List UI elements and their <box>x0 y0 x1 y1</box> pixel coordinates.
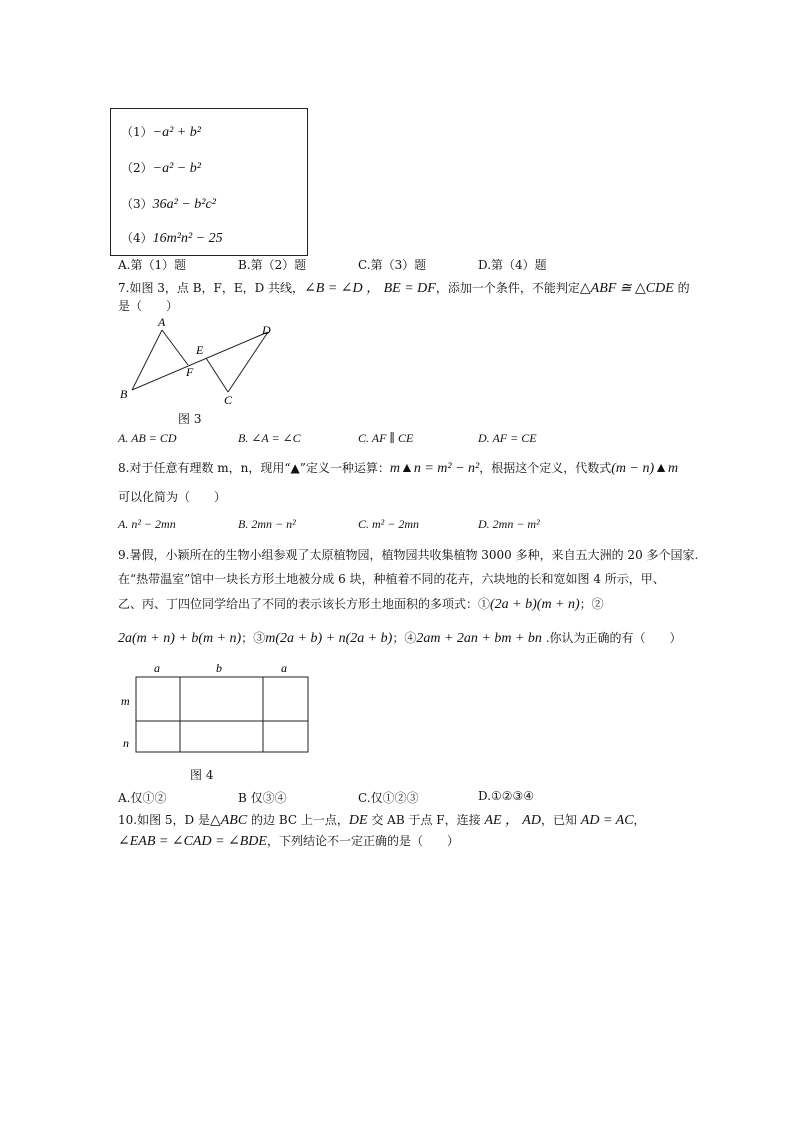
q8-stem-line1 <box>118 459 678 477</box>
q8-text: 8.对于任意有理数 m，n，现用“▲”定义一种运算： <box>118 461 390 475</box>
q7-option-b: B. ∠A = ∠C <box>238 431 301 445</box>
q7-math: ∠B = ∠D ， BE = DF <box>304 281 436 296</box>
expression-item <box>121 195 216 213</box>
q10-math: AD = AC <box>580 813 634 828</box>
q7-stem-line1 <box>118 277 690 297</box>
figure-4-caption: 图 4 <box>190 768 214 782</box>
q7-text: 的 <box>673 281 690 295</box>
label-E: E <box>196 343 204 357</box>
q10-math: DE <box>348 813 368 828</box>
item-expression: 36a² − b²c² <box>152 197 216 212</box>
q8-stem-line2: 可以化简为（ ） <box>118 490 227 504</box>
q7-option-d: D. AF = CE <box>478 431 537 445</box>
q6-option-b: B.第（2）题 <box>238 258 307 272</box>
q9-math: (2a + b)(m + n) <box>490 597 580 612</box>
q9-option-d: D.①②③④ <box>478 789 535 803</box>
q7-option-c: C. AF ∥ CE <box>358 431 414 445</box>
q8-math: m▲n = m² − n² <box>389 461 480 476</box>
q9-text: 乙、丙、丁四位同学给出了不同的表示该长方形土地面积的多项式：① <box>118 597 491 611</box>
q7-option-a: A. AB = CD <box>118 431 177 445</box>
q9-stem-line1: 9.暑假，小颖所在的生物小组参观了太原植物园，植物园共收集植物 3000 多种，来自五大洲的 20 多个国家. <box>118 548 699 562</box>
q7-text: 7.如图 3，点 B，F，E，D 共线， <box>118 281 305 295</box>
q10-stem-line2 <box>118 832 459 850</box>
item-number: （3） <box>121 197 153 211</box>
expression-item <box>121 159 201 177</box>
q9-option-b: B 仅③④ <box>238 791 287 805</box>
label-top-a2: a <box>281 661 287 675</box>
q10-math: AE ， AD <box>484 813 541 828</box>
q9-option-a: A.仅①② <box>118 791 167 805</box>
label-D: D <box>262 323 271 337</box>
q8-math: (m − n)▲m <box>611 461 679 476</box>
q9-math: m(2a + b) + n(2a + b) <box>265 631 393 646</box>
q6-option-a: A.第（1）题 <box>118 258 187 272</box>
label-top-b: b <box>216 661 222 675</box>
segment-BA <box>132 330 162 390</box>
q9-option-c: C.仅①②③ <box>358 791 419 805</box>
grid-outer <box>136 677 308 752</box>
q9-math: 2am + 2an + bm + bn <box>416 631 542 646</box>
expressions-box <box>110 108 308 256</box>
q9-text: ；④ <box>392 631 417 645</box>
q10-math: ∠EAB = ∠CAD = ∠BDE <box>118 834 267 849</box>
q8-option-d: D. 2mn − m² <box>478 517 540 531</box>
expression-item <box>121 123 201 141</box>
q9-text: ；② <box>579 597 604 611</box>
label-left-n: n <box>123 736 129 750</box>
item-number: （4） <box>121 231 153 245</box>
q10-text: ， <box>633 813 646 827</box>
item-number: （2） <box>121 161 153 175</box>
q10-text: 交 AB 于点 F，连接 <box>367 813 485 827</box>
q8-option-a: A. n² − 2mn <box>118 517 176 531</box>
label-A: A <box>158 315 166 329</box>
q9-stem-line4 <box>118 629 682 647</box>
label-F: F <box>186 365 194 379</box>
q9-stem-line2: 在“热带温室”馆中一块长方形土地被分成 6 块，种植着不同的花卉，六块地的长和宽如图 4 所示，甲、 <box>118 572 665 586</box>
q8-option-b: B. 2mn − n² <box>238 517 296 531</box>
figure-3-diagram <box>110 312 290 408</box>
q6-option-d: D.第（4）题 <box>478 258 547 272</box>
q9-math: 2a(m + n) + b(m + n) <box>118 631 242 646</box>
label-C: C <box>224 393 233 407</box>
q10-text: 的边 BC 上一点， <box>247 813 349 827</box>
q10-text: ，下列结论不一定正确的是（ ） <box>266 834 459 848</box>
q7-text: ，添加一个条件，不能判定 <box>435 281 580 295</box>
q7-math: △ABF ≅ △CDE <box>579 281 674 296</box>
expression-item <box>121 229 223 247</box>
q9-text: .你认为正确的有（ ） <box>541 631 682 645</box>
q7-stem-line2: 是（ ） <box>118 299 179 313</box>
q8-text: ，根据这个定义，代数式 <box>479 461 612 475</box>
q10-text: ，已知 <box>540 813 581 827</box>
label-B: B <box>120 387 128 401</box>
segment-AF <box>162 330 188 365</box>
q9-text: ；③ <box>241 631 266 645</box>
item-expression: −a² + b² <box>152 125 201 140</box>
figure-3-caption: 图 3 <box>178 412 202 426</box>
segment-CE <box>206 358 228 392</box>
q9-stem-line3 <box>118 595 604 613</box>
q8-option-c: C. m² − 2mn <box>358 517 420 531</box>
item-number: （1） <box>121 125 153 139</box>
q10-math: △ABC <box>209 813 248 828</box>
q10-stem-line1 <box>118 809 646 829</box>
figure-4-diagram <box>116 660 316 760</box>
q10-text: 10.如图 5，D 是 <box>118 813 210 827</box>
item-expression: −a² − b² <box>152 161 201 176</box>
item-expression: 16m²n² − 25 <box>152 231 223 246</box>
segment-BD <box>132 332 268 390</box>
label-left-m: m <box>121 694 130 708</box>
q6-option-c: C.第（3）题 <box>358 258 427 272</box>
label-top-a1: a <box>154 661 160 675</box>
